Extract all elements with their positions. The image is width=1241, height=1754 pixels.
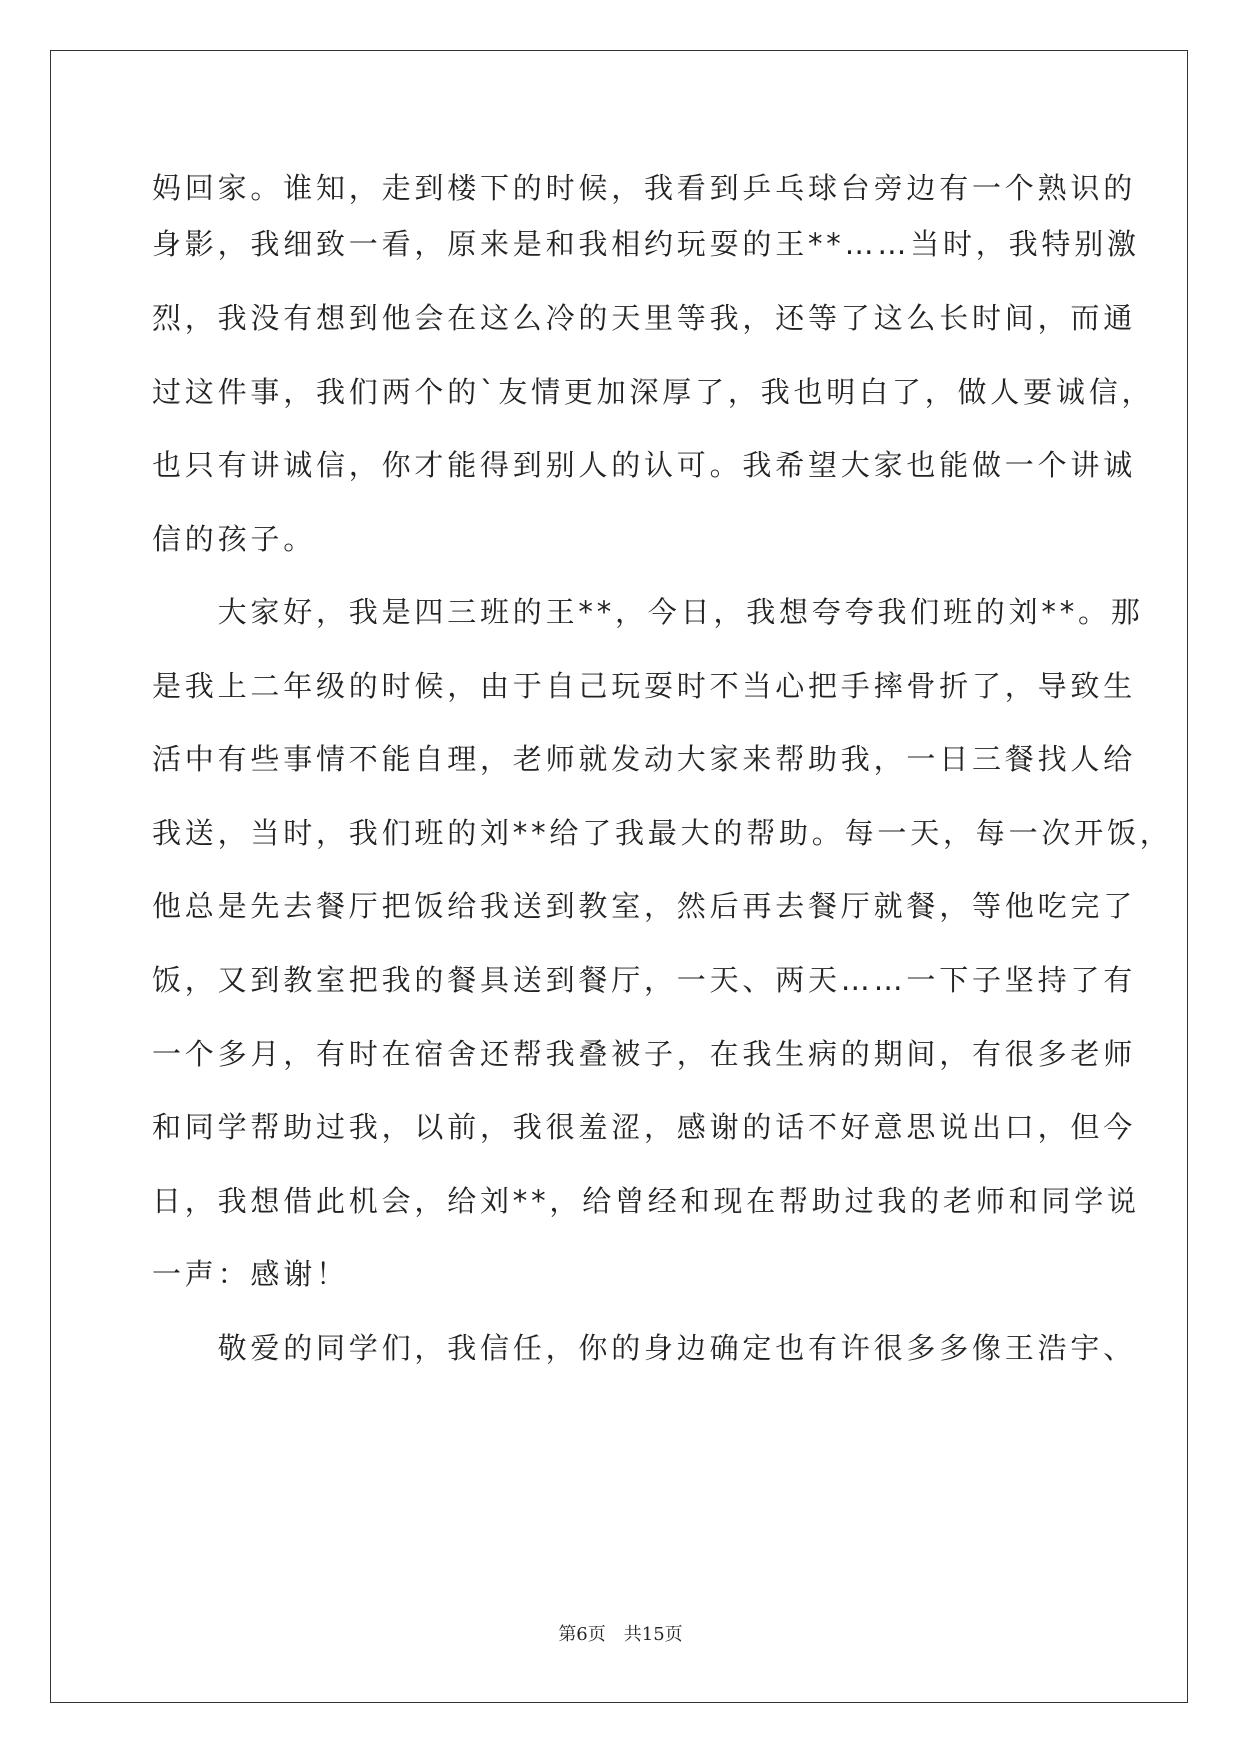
text-line: 和同学帮助过我，以前，我很羞涩，感谢的话不好意思说出口，但今 (152, 1110, 1137, 1144)
text-line: 我送，当时，我们班的刘**给了我最大的帮助。每一天，每一次开饭， (152, 816, 1173, 850)
text-line: 日，我想借此机会，给刘**，给曾经和现在帮助过我的老师和同学说 (152, 1184, 1140, 1218)
text-line: 大家好，我是四三班的王**，今日，我想夸夸我们班的刘**。那 (152, 595, 1144, 629)
text-line: 妈回家。谁知，走到楼下的时候，我看到乒乓球台旁边有一个熟识的 (152, 171, 1137, 205)
text-line: 一声：感谢！ (152, 1257, 349, 1291)
text-line: 过这件事，我们两个的`友情更加深厚了，我也明白了，做人要诚信， (152, 375, 1155, 409)
text-line: 饭，又到教室把我的餐具送到餐厅，一天、两天……一下子坚持了有 (152, 963, 1137, 997)
text-line: 身影，我细致一看，原来是和我相约玩耍的王**……当时，我特别激 (152, 227, 1140, 261)
text-line: 是我上二年级的时候，由于自己玩耍时不当心把手摔骨折了，导致生 (152, 669, 1137, 703)
page-number: 第6页 共15页 (558, 1624, 683, 1645)
text-line: 信的孩子。 (152, 522, 317, 556)
text-line: 活中有些事情不能自理，老师就发动大家来帮助我，一日三餐找人给 (152, 742, 1137, 776)
text-line: 他总是先去餐厅把饭给我送到教室，然后再去餐厅就餐，等他吃完了 (152, 889, 1137, 923)
text-line: 也只有讲诚信，你才能得到别人的认可。我希望大家也能做一个讲诚 (152, 448, 1137, 482)
text-line: 一个多月，有时在宿舍还帮我叠被子，在我生病的期间，有很多老师 (152, 1037, 1137, 1071)
text-line: 敬爱的同学们，我信任，你的身边确定也有许很多多像王浩宇、 (152, 1331, 1137, 1365)
text-line: 烈，我没有想到他会在这么冷的天里等我，还等了这么长时间，而通 (152, 301, 1137, 335)
